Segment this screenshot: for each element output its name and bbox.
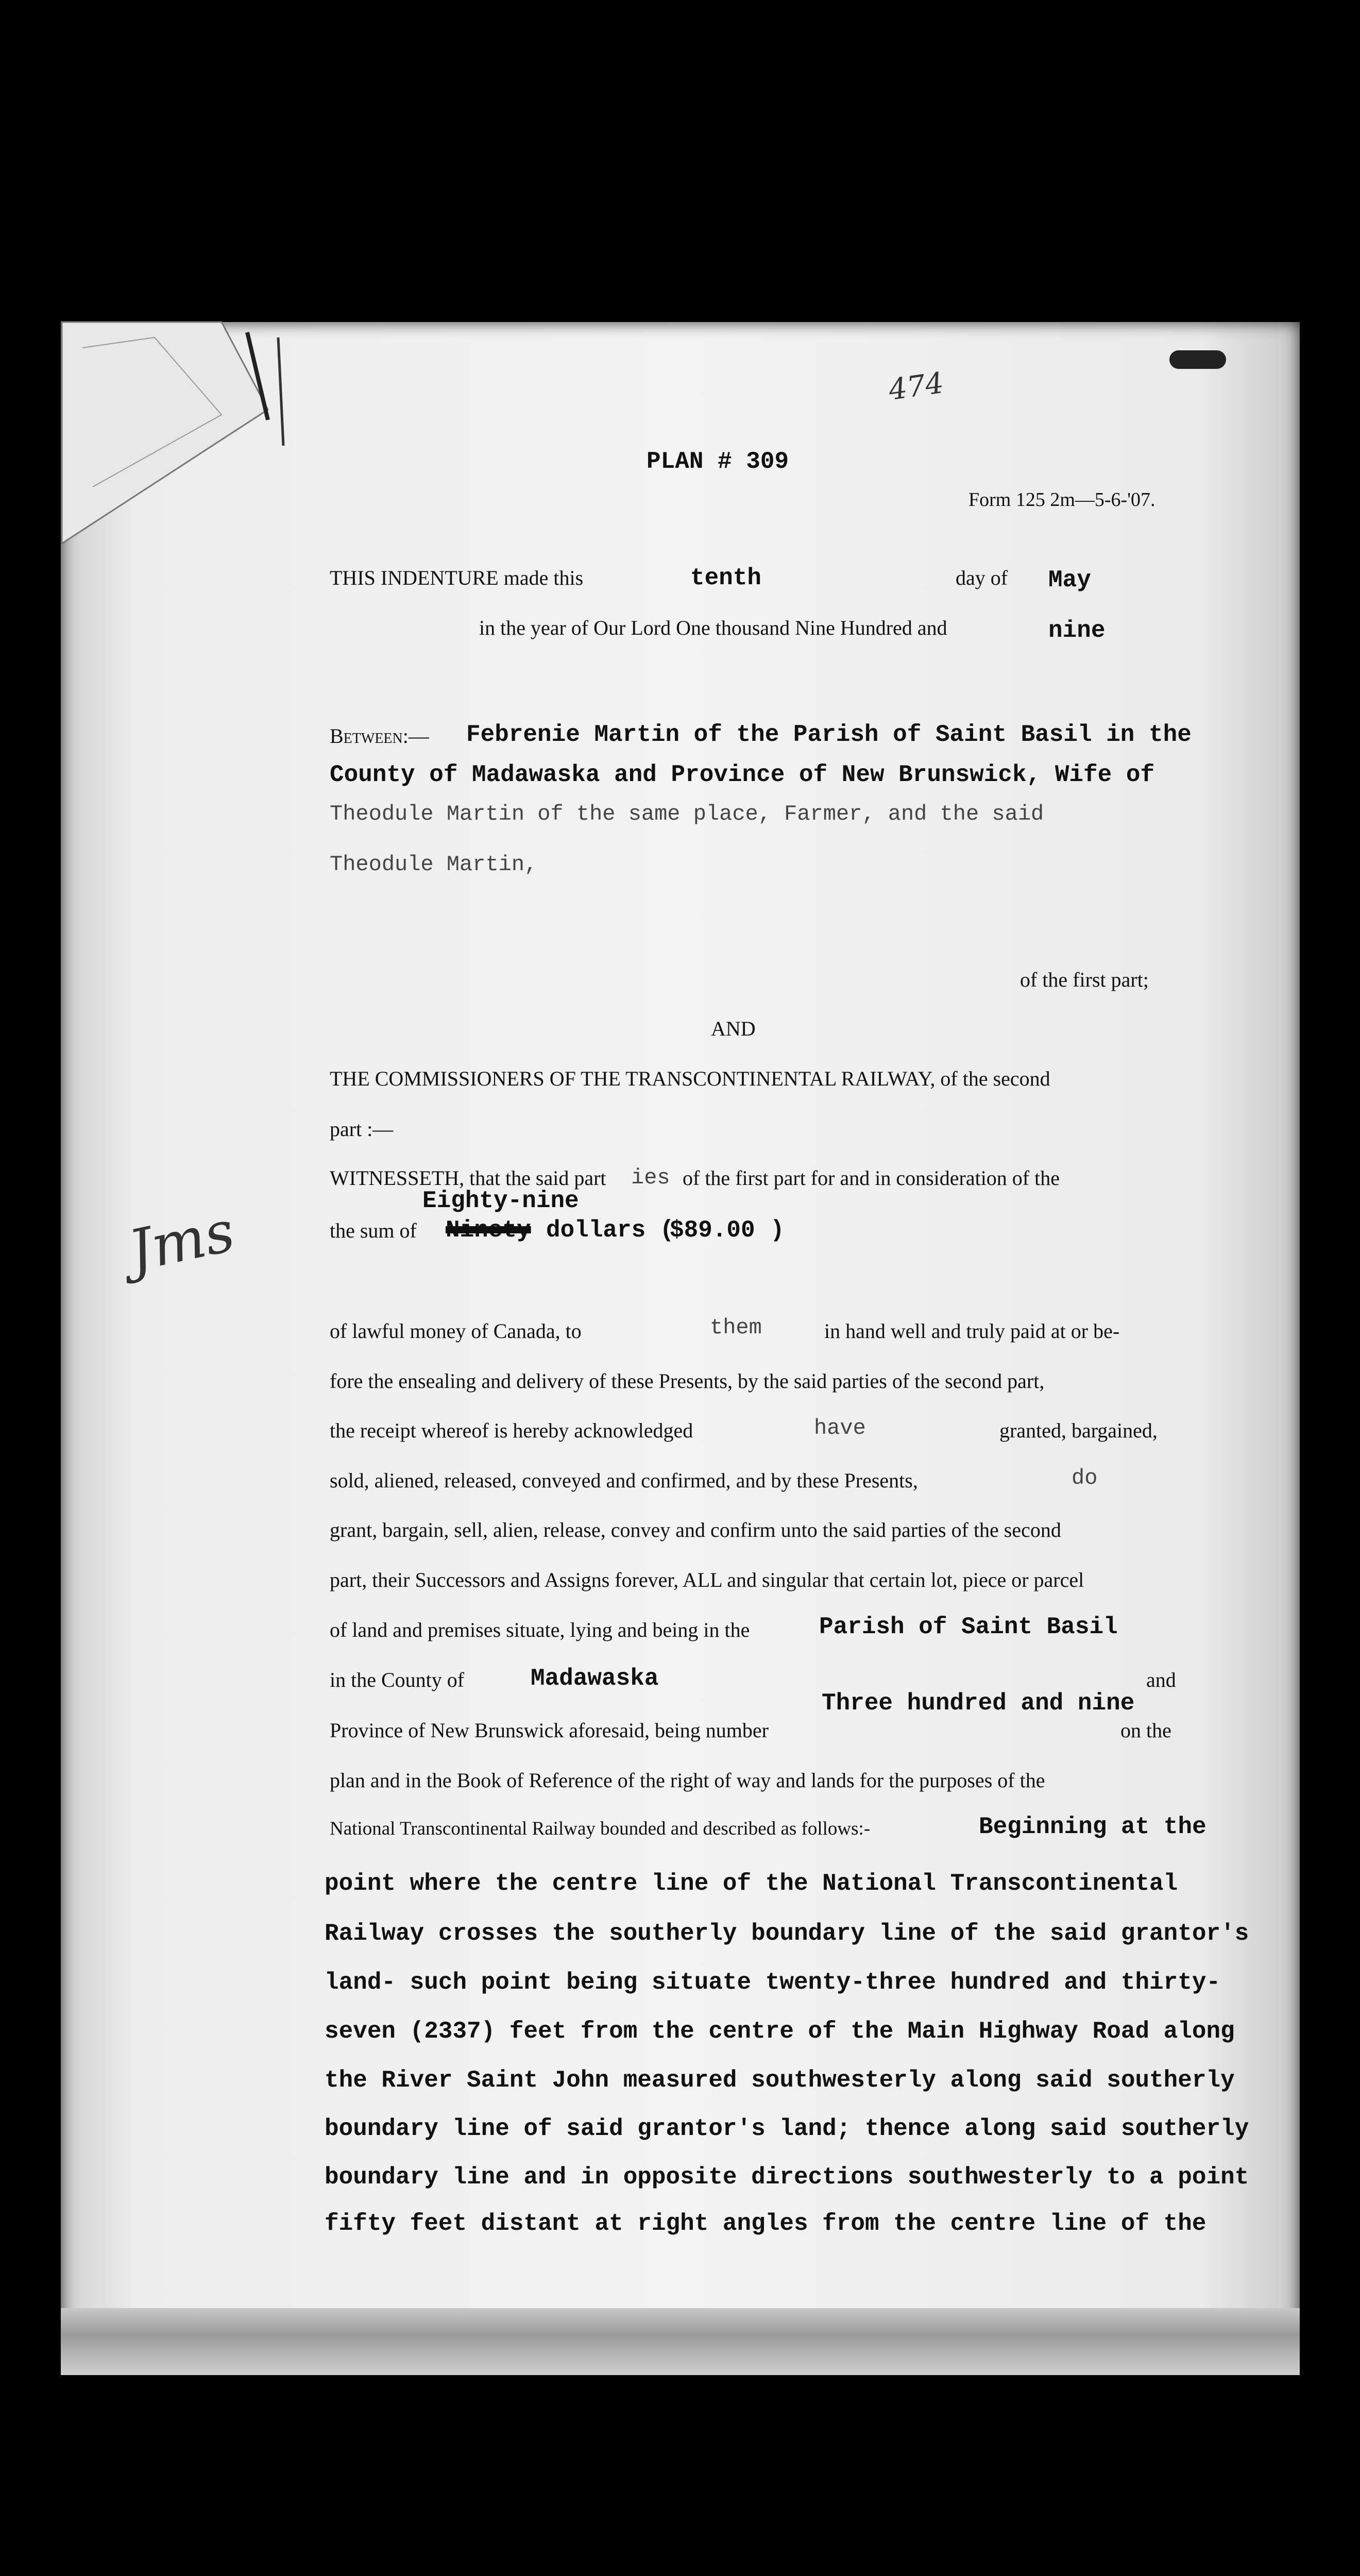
body-line-11b: Beginning at the xyxy=(979,1814,1206,1840)
folded-corner xyxy=(52,317,299,554)
body-fill-parish: Parish of Saint Basil xyxy=(819,1614,1118,1640)
description-line: land- such point being situate twenty-three hundred and thirty- xyxy=(325,1969,1221,1996)
margin-initials: Jms xyxy=(123,1198,240,1284)
indenture-day: tenth xyxy=(690,565,762,591)
part-label: part :— xyxy=(330,1117,394,1141)
page-number: 474 xyxy=(886,366,946,408)
page-bottom-edge xyxy=(61,2308,1300,2375)
body-fill-county: Madawaska xyxy=(531,1665,659,1692)
body-line-5: grant, bargain, sell, alien, release, convey and confirm unto the said parties of the second xyxy=(330,1518,1061,1541)
paper-clip-mark xyxy=(1169,350,1226,369)
body-line-9a: Province of New Brunswick aforesaid, being number xyxy=(330,1719,769,1742)
indenture-day-of: day of xyxy=(956,566,1008,589)
body-line-8b: and xyxy=(1146,1668,1176,1691)
amount-words: Eighty-nine xyxy=(422,1188,579,1214)
amount-figures: $89.00 xyxy=(670,1217,755,1244)
body-fill-have: have xyxy=(814,1416,866,1440)
body-line-3b: granted, bargained, xyxy=(999,1419,1158,1442)
first-part-label: of the first part; xyxy=(1020,968,1149,991)
description-line: seven (2337) feet from the centre of the Main Highway Road along xyxy=(325,2018,1235,2045)
body-line-1a: of lawful money of Canada, to xyxy=(330,1319,582,1343)
body-fill-do: do xyxy=(1072,1466,1098,1490)
indenture-year-text: in the year of Our Lord One thousand Nine Hundred and xyxy=(479,616,947,639)
witnesseth-prefix: WITNESSETH, that the said part xyxy=(330,1166,606,1190)
body-line-1b: in hand well and truly paid at or be- xyxy=(824,1319,1120,1343)
witnesseth-party-suffix: ies xyxy=(631,1165,670,1190)
description-line: boundary line of said grantor's land; thence along said southerly xyxy=(325,2115,1249,2142)
between-line-1: Febrenie Martin of the Parish of Saint Basil in the xyxy=(466,721,1192,748)
body-line-3a: the receipt whereof is hereby acknowledged xyxy=(330,1419,693,1442)
dollars-label: dollars ( xyxy=(546,1217,674,1244)
indenture-month: May xyxy=(1048,567,1091,594)
amount-close-paren: ) xyxy=(770,1217,785,1244)
between-line-4: Theodule Martin, xyxy=(330,852,538,877)
body-line-4a: sold, aliened, released, conveyed and confirmed, and by these Presents, xyxy=(330,1469,918,1492)
body-fill-them: them xyxy=(710,1315,762,1340)
struck-amount: Ninety xyxy=(446,1217,531,1244)
between-label: Between:— xyxy=(330,724,429,748)
body-line-2: fore the ensealing and delivery of these Presents, by the said parties of the second part, xyxy=(330,1369,1045,1393)
body-line-9b: on the xyxy=(1120,1719,1171,1742)
indenture-year: nine xyxy=(1048,617,1106,644)
witnesseth-suffix: of the first part for and in consideration of the xyxy=(683,1166,1060,1190)
between-line-2: County of Madawaska and Province of New Brunswick, Wife of xyxy=(330,761,1155,788)
description-line: point where the centre line of the National Transcontinental xyxy=(325,1870,1178,1897)
description-line: Railway crosses the southerly boundary line of the said grantor's xyxy=(325,1920,1249,1947)
description-line: the River Saint John measured southwesterly along said southerly xyxy=(325,2067,1235,2094)
body-line-8a: in the County of xyxy=(330,1668,465,1691)
description-line: boundary line and in opposite directions southwesterly to a point xyxy=(325,2164,1249,2191)
form-code: Form 125 2m—5-6-'07. xyxy=(968,489,1155,511)
body-line-10: plan and in the Book of Reference of the right of way and lands for the purposes of the xyxy=(330,1769,1045,1792)
commissioners-line: THE COMMISSIONERS OF THE TRANSCONTINENTAL RAILWAY, of the second xyxy=(330,1067,1050,1090)
between-line-3: Theodule Martin of the same place, Farmer, and the said xyxy=(330,802,1044,826)
sum-of-label: the sum of xyxy=(330,1219,417,1242)
body-line-6: part, their Successors and Assigns forever, ALL and singular that certain lot, piece or parcel xyxy=(330,1568,1084,1591)
plan-heading: PLAN # 309 xyxy=(647,448,789,475)
indenture-line xyxy=(330,566,583,590)
and-label: AND xyxy=(711,1017,756,1040)
lot-number: Three hundred and nine xyxy=(822,1690,1135,1717)
indenture-made-this: THIS INDENTURE made this xyxy=(330,566,584,589)
body-line-11a: National Transcontinental Railway bounded and described as follows:- xyxy=(330,1818,871,1839)
description-line: fifty feet distant at right angles from the centre line of the xyxy=(325,2210,1206,2237)
body-line-7a: of land and premises situate, lying and being in the xyxy=(330,1618,750,1641)
